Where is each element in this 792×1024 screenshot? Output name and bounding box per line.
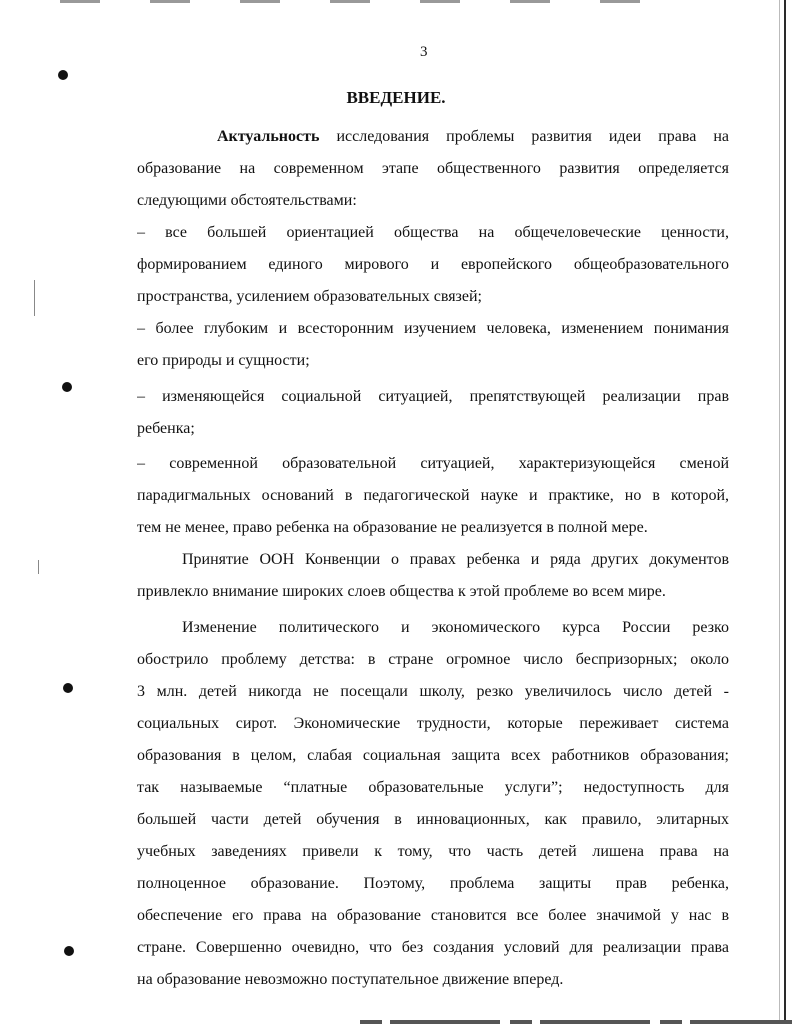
paragraph-convention: Принятие ООН Конвенции о правах ребенка и ряда других документов привлекло внимание широких слоев общества к этой проблеме во всем мире. — [137, 551, 729, 600]
scan-edge-right — [784, 0, 786, 1024]
paragraph-policy-change: Изменение политического и экономического курса России резко обострило проблему детства: в стране огромное число беспризорных; около 3 млн. детей никогда не посещали школу, резко увеличилось число детей - социальных сирот. Экономические трудности, которые переживает система образования в целом, слабая социальная защита всех работников образования; так называемые “платные образовательные услуги”; недоступность для большей части детей обучения в инновационных, как правило, элитарных учебных заведениях привели к тому, что часть детей лишена права на полноценное образование. Поэтому, проблема защиты прав ребенка, обеспечение его права на образование становится все более значимой у нас в стране. Совершенно очевидно, что без создания условий для реализации права на образование невозможно поступательное движение вперед. — [137, 619, 729, 988]
bullet-item: – более глубоким и всесторонним изучением человека, изменением понимания его природы и сущности; — [137, 320, 729, 369]
scan-mark — [38, 560, 39, 574]
bullet-item: – современной образовательной ситуацией, характеризующейся сменой парадигмальных оснований в педагогической науке и практике, но в которой, тем не менее, право ребенка на образование не реализуется в полной мере. — [137, 455, 729, 536]
punch-hole-icon — [62, 382, 72, 392]
bold-term: Актуальность — [217, 128, 320, 145]
bullet-item: – изменяющейся социальной ситуацией, препятствующей реализации прав ребенка; — [137, 388, 729, 437]
scan-edge-bottom — [360, 1020, 792, 1024]
bullet-item: – все большей ориентацией общества на общечеловеческие ценности, формированием единого мирового и европейского общеобразовательного пространства, усилением образовательных связей; — [137, 224, 729, 305]
page-title: ВВЕДЕНИЕ. — [346, 88, 446, 107]
punch-hole-icon — [58, 70, 68, 80]
punch-hole-icon — [63, 683, 73, 693]
scan-edge-right-shadow — [779, 0, 780, 1024]
punch-hole-icon — [64, 946, 74, 956]
scan-mark — [34, 280, 35, 316]
scan-edge-top — [60, 0, 660, 3]
paragraph-relevance: Актуальность исследования проблемы развития идеи права на образование на современном этапе общественного развития определяется следующими обстоятельствами: — [137, 128, 729, 209]
page-number: 3 — [420, 44, 428, 60]
